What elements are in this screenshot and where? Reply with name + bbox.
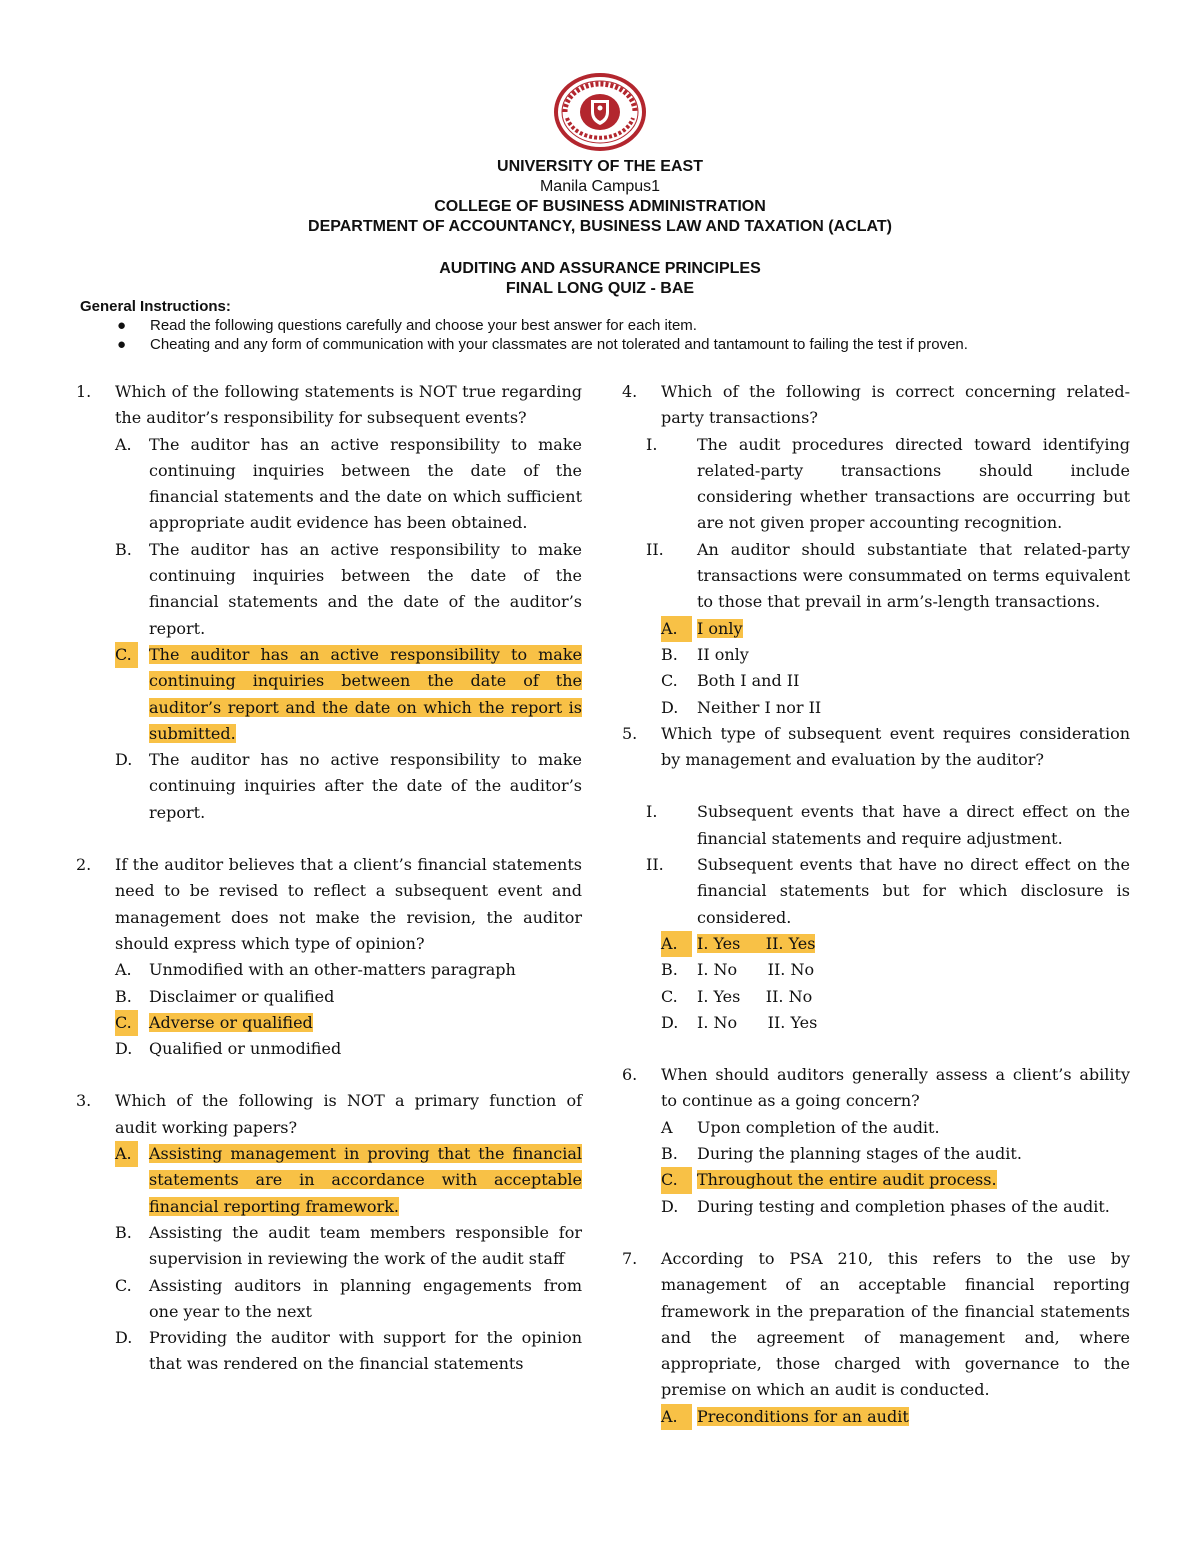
right-column [622,379,1130,1430]
statement-ii: II. An auditor should substantiate that related-party transactions were consummated on terms equivalent to those that prevail in arm’s-length transactions. [646,539,1130,612]
option-c-highlighted-answer[interactable]: C. Adverse or qualified [76,1010,582,1036]
option-b[interactable]: B. The auditor has an active responsibility to make continuing inquiries between the date of the financial statements and the date of the auditor’s report. [115,539,582,638]
bullet-icon: ● [117,317,127,334]
option-c[interactable]: C. Assisting auditors in planning engagements from one year to the next [115,1275,582,1321]
question-text: Which of the following is NOT a primary function of audit working papers? [115,1091,582,1137]
option-b[interactable]: B. II only [661,644,749,664]
option-c[interactable]: C. I. Yes II. No [661,986,813,1006]
university-seal-logo [553,72,647,152]
option-d[interactable]: D. Providing the auditor with support for the opinion that was rendered on the financial statements [115,1328,582,1374]
option-d[interactable]: D. During testing and completion phases of the audit. [661,1196,1110,1216]
option-d[interactable]: D. Neither I nor II [661,697,822,717]
option-a-highlighted-answer[interactable]: A. Preconditions for an audit [622,1404,1130,1430]
option-a-highlighted-answer[interactable]: A. I only [622,616,1130,642]
campus-name: Manila Campus1 [539,178,661,195]
question-text: Which type of subsequent event requires consideration by management and evaluation by the auditor? [661,723,1130,770]
option-b[interactable]: B. Assisting the audit team members responsible for supervision in reviewing the work of the audit staff [115,1222,582,1269]
question-number: 5. [622,723,638,743]
department-name: DEPARTMENT OF ACCOUNTANCY, BUSINESS LAW AND TAXATION (ACLAT) [308,218,892,235]
question-number: 2. [76,855,92,875]
option-b[interactable]: B. During the planning stages of the audit. [661,1144,1022,1164]
option-d[interactable]: D. Qualified or unmodified [115,1039,342,1059]
question-number: 6. [622,1065,638,1085]
instructions-list [80,316,1140,354]
instruction-item: ● Cheating and any form of communication with your classmates are not tolerated and tantamount to failing the test if proven. [117,336,968,353]
question-7 [622,1246,1130,1404]
option-b[interactable]: B. I. No II. No [661,960,815,980]
option-a-highlighted-answer[interactable]: A. I. Yes II. Yes [622,931,1130,957]
question-text: If the auditor believes that a client’s financial statements need to be revised to reflect a subsequent event and management does not make the revision, the auditor should express which type of opinion? [115,855,582,953]
option-d[interactable]: D. I. No II. Yes [661,1012,818,1032]
option-a[interactable]: A Upon completion of the audit. [661,1117,940,1137]
exam-title: FINAL LONG QUIZ - BAE [505,280,695,297]
question-text: Which of the following is correct concerning related-party transactions? [661,382,1130,428]
question-number: 7. [622,1248,638,1268]
instruction-item: ● Read the following questions carefully and choose your best answer for each item. [117,317,697,334]
question-6 [622,1062,1130,1115]
college-name: COLLEGE OF BUSINESS ADMINISTRATION [434,198,766,215]
question-number: 3. [76,1091,92,1111]
option-a[interactable]: A. Unmodified with an other-matters paragraph [115,960,516,980]
option-a[interactable]: A. The auditor has an active responsibility to make continuing inquiries between the date of the financial statements and the date on which sufficient appropriate audit evidence has been obtained. [115,434,582,533]
option-b[interactable]: B. Disclaimer or qualified [115,986,335,1006]
option-c-highlighted-answer[interactable]: C. Throughout the entire audit process. [622,1167,1130,1193]
instructions-title: General Instructions: [80,298,231,315]
option-a-highlighted-answer[interactable]: A. Assisting management in proving that the financial statements are in accordance with acceptable financial reporting framework. [76,1141,582,1220]
question-text: According to PSA 210, this refers to the use by management of an acceptable financial reporting framework in the preparation of the financial statements and the agreement of management and, where appropriate, those charged with governance to the premise on which an audit is conducted. [661,1248,1130,1400]
university-name: UNIVERSITY OF THE EAST [497,158,703,175]
general-instructions [80,297,1140,354]
question-number: 4. [622,382,638,401]
statement-i: I. Subsequent events that have a direct effect on the financial statements and require adjustment. [646,802,1130,848]
option-c[interactable]: C. Both I and II [661,671,800,691]
statement-i: I. The audit procedures directed toward identifying related-party transactions should include considering whether transactions are occurring but are not given proper accounting recognition. [646,434,1130,533]
question-2 [76,852,582,957]
question-text: When should auditors generally assess a client’s ability to continue as a going concern? [661,1065,1130,1111]
question-3 [76,1088,582,1141]
left-column [76,379,582,1378]
bullet-icon: ● [117,336,127,353]
question-1 [76,379,582,432]
question-number: 1. [76,382,92,401]
option-c-highlighted-answer[interactable]: C. The auditor has an active responsibility to make continuing inquiries between the date of the auditor’s report and the date on which the report is submitted. [76,642,582,747]
course-title: AUDITING AND ASSURANCE PRINCIPLES [439,260,761,277]
option-d[interactable]: D. The auditor has no active responsibility to make continuing inquiries after the date of the auditor’s report. [115,750,582,822]
question-text: Which of the following statements is NOT true regarding the auditor’s responsibility for subsequent events? [115,382,582,428]
question-4 [622,379,1130,432]
statement-ii: II. Subsequent events that have no direct effect on the financial statements but for which disclosure is considered. [646,855,1130,927]
question-5 [622,721,1130,774]
